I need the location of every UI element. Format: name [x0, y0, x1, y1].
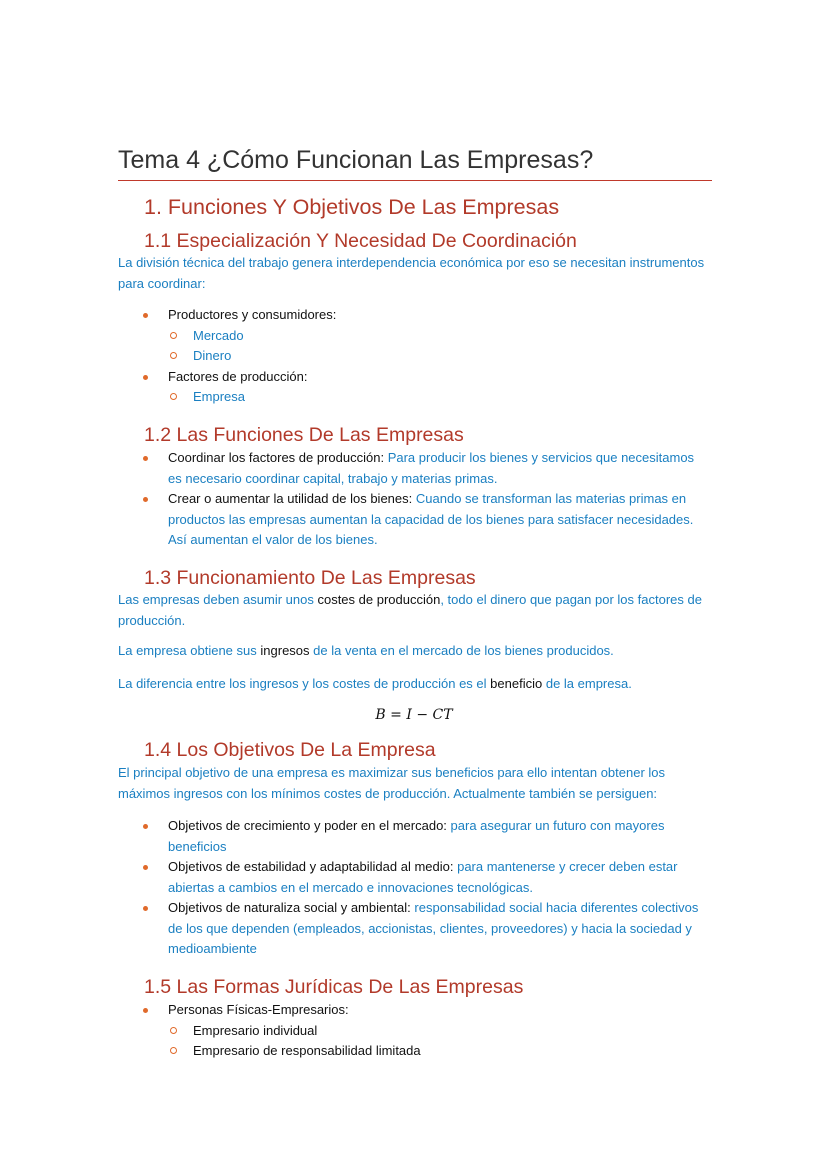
list-1-5 — [141, 1000, 711, 1062]
keyword-beneficio: beneficio — [490, 676, 543, 691]
list-item-label: Objetivos de naturaliza social y ambiental: — [168, 900, 411, 915]
heading-1-4: 1.4 Los Objetivos De La Empresa — [144, 739, 436, 761]
paragraph-1-1-intro: La división técnica del trabajo genera interdependencia económica por eso se necesitan instrumentos para coordinar: — [118, 255, 705, 291]
list-item-label: Productores y consumidores: — [168, 307, 337, 322]
paragraph-text: Las empresas deben asumir unos — [118, 592, 314, 607]
list-item-label: Coordinar los factores de producción: — [168, 450, 385, 465]
heading-1-3: 1.3 Funcionamiento De Las Empresas — [144, 567, 476, 589]
sublist-item: Empresario individual — [168, 1021, 711, 1042]
sublist-item: Mercado — [168, 326, 711, 347]
heading-1-2: 1.2 Las Funciones De Las Empresas — [144, 424, 464, 446]
list-1-1 — [141, 305, 711, 408]
list-item — [141, 857, 711, 898]
list-1-2 — [141, 448, 711, 551]
list-item — [141, 898, 711, 960]
list-item-label: Factores de producción: — [168, 368, 308, 384]
sublist-item: Dinero — [168, 346, 711, 367]
list-item-text: responsabilidad social hacia diferentes colectivos de los que dependen (empleados, accionistas, clientes, proveedores) y hacia la sociedad y medioambiente — [168, 900, 699, 956]
document-title: Tema 4 ¿Cómo Funcionan Las Empresas? — [118, 142, 712, 181]
sublist — [168, 326, 711, 367]
paragraph-text: , todo el dinero que pagan por los factores de producción. — [118, 592, 702, 628]
list-item-text: Cuando se transforman las materias primas en productos las empresas aumentan la capacidad de los bienes para satisfacer necesidades. Así aumentan el valor de los bienes. — [168, 491, 694, 547]
sublist-item: Empresario de responsabilidad limitada — [168, 1041, 711, 1062]
formula: B = I − CT — [375, 707, 453, 723]
paragraph-ingresos — [118, 641, 708, 662]
list-item — [141, 1000, 711, 1062]
list-item — [141, 305, 711, 367]
paragraph-text: La empresa obtiene sus — [118, 643, 257, 658]
sublist — [168, 1021, 711, 1062]
list-item — [141, 816, 711, 857]
list-item-text: para mantenerse y crecer deben estar abiertas a cambios en el mercado e innovaciones tecnológicas. — [168, 859, 678, 895]
list-item-text: Para producir los bienes y servicios que necesitamos es necesario coordinar capital, trabajo y materias primas. — [168, 450, 695, 486]
paragraph-1-4-intro: El principal objetivo de una empresa es maximizar sus beneficios para ello intentan obtener los máximos ingresos con los mínimos costes de producción. Actualmente también se persiguen: — [118, 765, 666, 801]
paragraph-text: de la empresa. — [545, 676, 632, 691]
keyword-ingresos: ingresos — [260, 643, 310, 658]
sublist-item: Empresa — [168, 387, 711, 408]
list-1-4 — [141, 816, 711, 960]
heading-1-5: 1.5 Las Formas Jurídicas De Las Empresas — [144, 976, 524, 998]
list-item-text: para asegurar un futuro con mayores beneficios — [168, 818, 665, 854]
paragraph-costes — [118, 590, 708, 631]
heading-1-1: 1.1 Especialización Y Necesidad De Coordinación — [144, 230, 577, 252]
section-heading-1: 1. Funciones Y Objetivos De Las Empresas — [144, 195, 560, 219]
list-item-label: Personas Físicas-Empresarios: — [168, 1002, 349, 1017]
paragraph-text: La diferencia entre los ingresos y los costes de producción es el — [118, 676, 487, 691]
list-item — [141, 448, 711, 489]
list-item-label: Objetivos de estabilidad y adaptabilidad al medio: — [168, 859, 454, 874]
keyword-costes: costes de producción — [317, 592, 441, 607]
list-item — [141, 489, 711, 551]
list-item-label: Crear o aumentar la utilidad de los bienes: — [168, 491, 413, 506]
list-item-label: Objetivos de crecimiento y poder en el mercado: — [168, 818, 447, 833]
paragraph-beneficio — [118, 674, 708, 695]
list-item — [141, 367, 711, 408]
sublist — [168, 387, 711, 408]
paragraph-text: de la venta en el mercado de los bienes producidos. — [313, 643, 614, 658]
